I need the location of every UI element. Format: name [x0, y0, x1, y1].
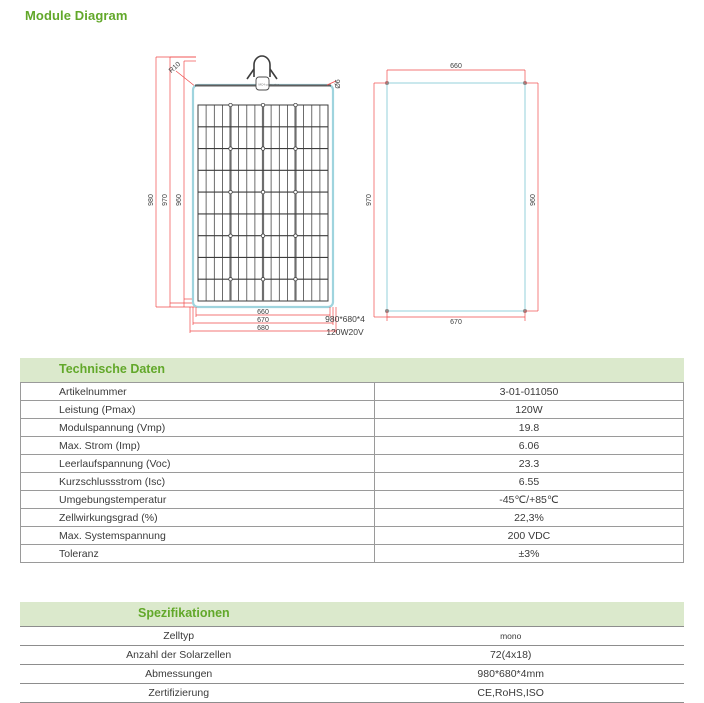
- table-row: [21, 545, 684, 563]
- row-value: 3-01-011050: [374, 383, 683, 401]
- row-label: Anzahl der Solarzellen: [20, 646, 337, 665]
- row-label: Max. Systemspannung: [21, 527, 375, 545]
- left-dim-horizontal-670: 670: [257, 317, 269, 324]
- technical-data-title: Technische Daten: [59, 362, 166, 376]
- table-row: [20, 684, 684, 703]
- row-label: Zellwirkungsgrad (%): [21, 509, 375, 527]
- table-row: [21, 455, 684, 473]
- row-value: 22,3%: [374, 509, 683, 527]
- table-row: [21, 401, 684, 419]
- page-title: Module Diagram: [25, 8, 128, 23]
- row-value: 6.55: [374, 473, 683, 491]
- specifications-body: [20, 627, 684, 703]
- specifications-section: [20, 602, 684, 703]
- table-row: [21, 509, 684, 527]
- table-row: [21, 491, 684, 509]
- right-dim-right-960: 960: [530, 194, 537, 206]
- diagram-caption-power: 120W20V: [326, 327, 364, 337]
- row-label: Toleranz: [21, 545, 375, 563]
- right-dim-top-660: 660: [450, 63, 462, 70]
- row-value: ±3%: [374, 545, 683, 563]
- row-value: -45℃/+85℃: [374, 491, 683, 509]
- specifications-header-bar: [20, 602, 684, 626]
- row-value: 980*680*4mm: [337, 665, 684, 684]
- technical-data-header-bar: [20, 358, 684, 382]
- table-row: [20, 646, 684, 665]
- diagram-caption-dimensions: 980*680*4: [325, 314, 365, 324]
- left-dim-horizontal-680: 680: [257, 325, 269, 332]
- junction-box-note: MC4 connector: [258, 82, 279, 87]
- right-dim-left-970: 970: [366, 194, 373, 206]
- row-value: 19.8: [374, 419, 683, 437]
- row-label: Zelltyp: [20, 627, 337, 646]
- right-dim-bottom-670: 670: [450, 319, 462, 326]
- row-label: Abmessungen: [20, 665, 337, 684]
- row-label: Kurzschlussstrom (Isc): [21, 473, 375, 491]
- left-dim-vertical-970: 970: [162, 194, 169, 206]
- row-value: mono: [337, 627, 684, 646]
- technical-data-body: [21, 383, 684, 563]
- technical-data-table: [20, 382, 684, 563]
- table-row: [21, 473, 684, 491]
- left-dim-vertical-980: 980: [148, 194, 155, 206]
- left-dim-horizontal-660: 660: [257, 309, 269, 316]
- row-value: 200 VDC: [374, 527, 683, 545]
- row-label: Modulspannung (Vmp): [21, 419, 375, 437]
- row-label: Umgebungstemperatur: [21, 491, 375, 509]
- row-label: Artikelnummer: [21, 383, 375, 401]
- row-value: 23.3: [374, 455, 683, 473]
- table-row: [21, 437, 684, 455]
- specifications-title: Spezifikationen: [138, 606, 230, 620]
- row-label: Zertifizierung: [20, 684, 337, 703]
- module-diagram-area: [0, 25, 704, 355]
- hole-label-diameter6: Ø6: [335, 79, 342, 89]
- radius-label-r10: R10: [167, 60, 183, 75]
- right-panel-outline: [387, 83, 525, 311]
- left-vertical-dimensions: [156, 57, 196, 307]
- table-row: [21, 527, 684, 545]
- row-value: CE,RoHS,ISO: [337, 684, 684, 703]
- junction-box-group: [247, 56, 277, 79]
- radius-leader: [176, 71, 196, 87]
- table-row: [21, 419, 684, 437]
- table-row: [20, 627, 684, 646]
- row-label: Max. Strom (Imp): [21, 437, 375, 455]
- table-row: [20, 665, 684, 684]
- technical-data-section: [20, 358, 684, 563]
- row-label: Leerlaufspannung (Voc): [21, 455, 375, 473]
- row-value: 72(4x18): [337, 646, 684, 665]
- left-dim-vertical-960: 960: [176, 194, 183, 206]
- right-view-group: [366, 63, 538, 326]
- row-label: Leistung (Pmax): [21, 401, 375, 419]
- module-diagram-svg: [0, 25, 704, 355]
- left-view-group: [148, 56, 365, 337]
- row-value: 120W: [374, 401, 683, 419]
- row-value: 6.06: [374, 437, 683, 455]
- table-row: [21, 383, 684, 401]
- specifications-table: [20, 626, 684, 703]
- solar-cell-grid: [198, 103, 328, 301]
